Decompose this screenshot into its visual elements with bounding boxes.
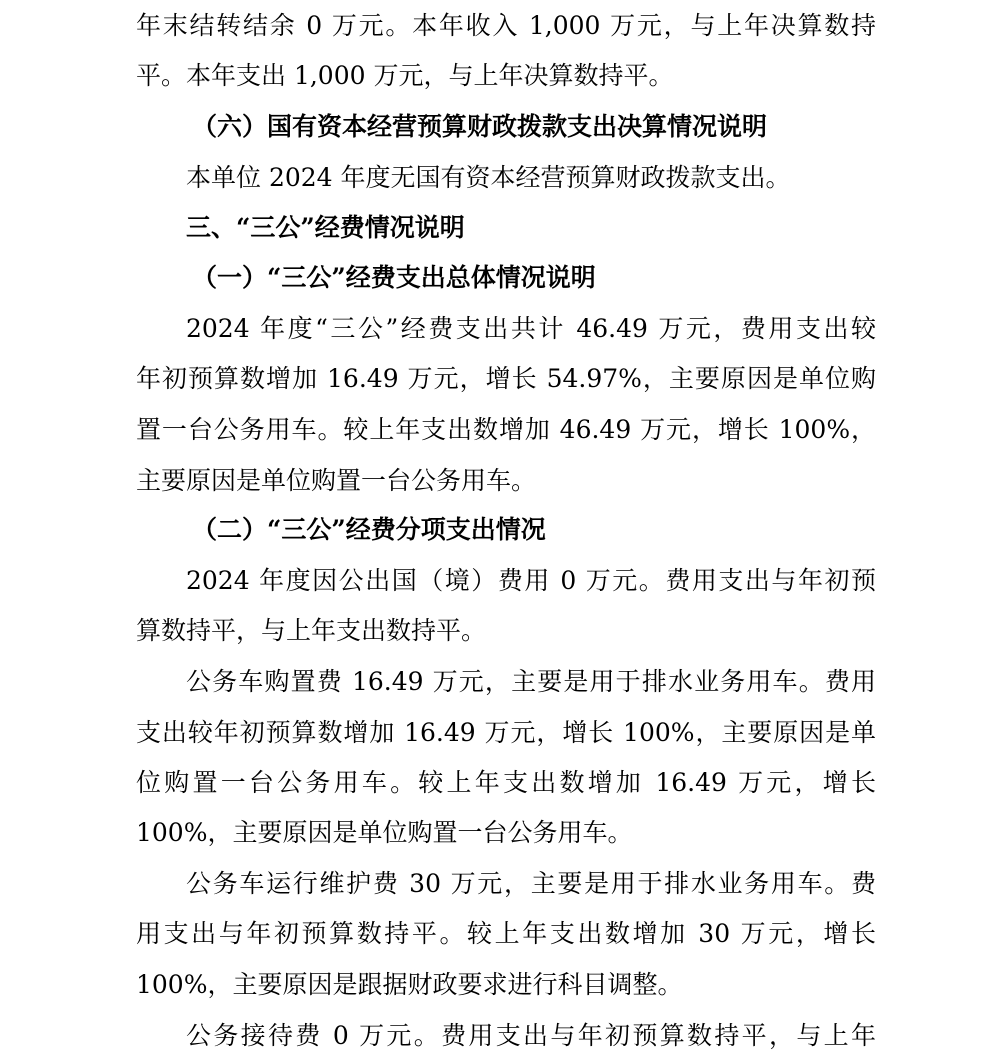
- paragraph-line: 2024 年度因公出国（境）费用 0 万元。费用支出与年初预: [186, 566, 876, 595]
- section-heading: （六）国有资本经营预算财政拨款支出决算情况说明: [192, 112, 768, 141]
- paragraph-line: 100%，主要原因是跟据财政要求进行科目调整。: [136, 970, 683, 999]
- paragraph-line: 100%，主要原因是单位购置一台公务用车。: [136, 818, 633, 847]
- paragraph-line: 公务接待费 0 万元。费用支出与年初预算数持平，与上年: [186, 1021, 876, 1050]
- paragraph-line: 用支出与年初预算数持平。较上年支出数增加 30 万元，增长: [136, 919, 876, 948]
- paragraph-line: 平。本年支出 1,000 万元，与上年决算数持平。: [136, 61, 674, 90]
- paragraph-line: 本单位 2024 年度无国有资本经营预算财政拨款支出。: [186, 163, 791, 192]
- paragraph-line: 年初预算数增加 16.49 万元，增长 54.97%，主要原因是单位购: [136, 364, 876, 393]
- paragraph-line: 年末结转结余 0 万元。本年收入 1,000 万元，与上年决算数持: [136, 11, 876, 40]
- paragraph-line: 主要原因是单位购置一台公务用车。: [136, 466, 537, 495]
- paragraph-line: 公务车购置费 16.49 万元，主要是用于排水业务用车。费用: [186, 667, 876, 696]
- section-heading: 三、“三公”经费情况说明: [186, 213, 465, 242]
- paragraph-line: 位购置一台公务用车。较上年支出数增加 16.49 万元，增长: [136, 768, 876, 797]
- section-heading: （一）“三公”经费支出总体情况说明: [192, 263, 596, 292]
- paragraph-line: 置一台公务用车。较上年支出数增加 46.49 万元，增长 100%，: [136, 415, 876, 444]
- section-heading: （二）“三公”经费分项支出情况: [192, 515, 546, 544]
- paragraph-line: 算数持平，与上年支出数持平。: [136, 616, 487, 645]
- paragraph-line: 支出较年初预算数增加 16.49 万元，增长 100%，主要原因是单: [136, 718, 876, 747]
- paragraph-line: 2024 年度“三公”经费支出共计 46.49 万元，费用支出较: [186, 314, 876, 343]
- paragraph-line: 公务车运行维护费 30 万元，主要是用于排水业务用车。费: [186, 869, 876, 898]
